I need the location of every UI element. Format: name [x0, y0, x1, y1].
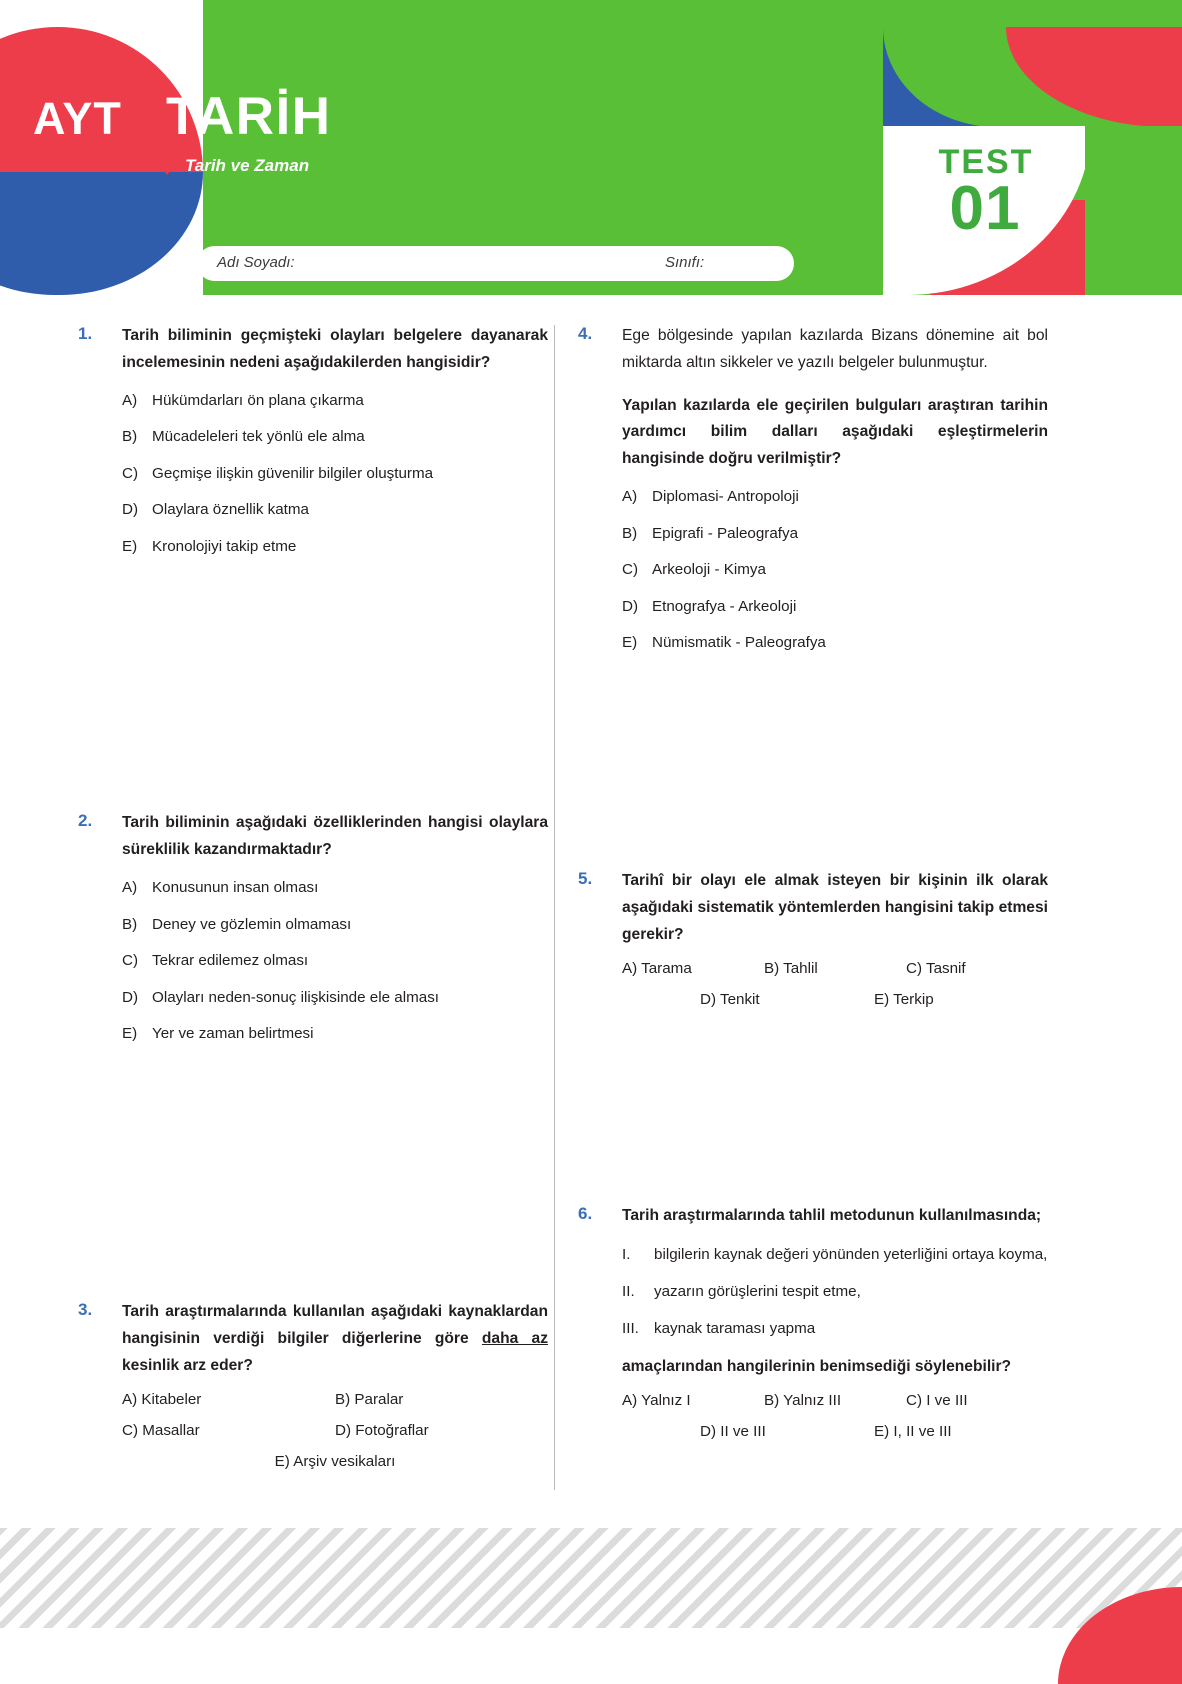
- question-4-passage: Ege bölgesinde yapılan kazılarda Bizans dönemine ait bol miktarda altın sikkeler ve yazılı belgeler bulunmuştur.: [622, 327, 1048, 371]
- option-item[interactable]: C) I ve III: [906, 1392, 968, 1410]
- question-2-body: [122, 810, 548, 1058]
- option-item[interactable]: [622, 631, 1048, 655]
- topic-label: Tarih ve Zaman: [185, 156, 310, 175]
- option-text: Geçmişe ilişkin güvenilir bilgiler oluşturma: [152, 464, 434, 482]
- option-key: E): [122, 537, 138, 555]
- option-item[interactable]: [122, 913, 548, 937]
- option-text: Tekrar edilemez olması: [152, 952, 309, 970]
- option-row: [122, 1391, 548, 1408]
- statement-text: kaynak taraması yapma: [654, 1320, 816, 1338]
- option-row: [622, 960, 1048, 977]
- question-6-statements: [622, 1242, 1048, 1342]
- option-key: E): [622, 634, 638, 652]
- option-item[interactable]: [122, 949, 548, 973]
- question-5-body: [622, 868, 1048, 1022]
- questions-area: [0, 295, 1182, 1510]
- option-item[interactable]: E) I, II ve III: [874, 1423, 952, 1441]
- right-question-column: [578, 295, 1048, 1454]
- option-item[interactable]: [122, 876, 548, 900]
- option-text: Deney ve gözlemin olmaması: [152, 915, 352, 933]
- question-3-stem-part2: kesinlik arz eder?: [122, 1356, 253, 1374]
- option-item[interactable]: [122, 425, 548, 449]
- question-3-stem-part1: Tarih araştırmalarında kullanılan aşağıdaki kaynaklardan hangisinin verdiği bilgiler diğerlerine göre: [122, 1302, 548, 1347]
- question-4-stem: Yapılan kazılarda ele geçirilen bulguları araştıran tarihin yardımcı bilim dalları aşağıdaki eşleştirmelerin hangisinde doğru verilmiştir?: [622, 396, 1048, 468]
- header-blue-wedge: [883, 27, 997, 127]
- question-6-stem: Tarih araştırmalarında tahlil metodunun kullanılmasında;: [622, 1207, 1042, 1225]
- question-3-stem-emphasis: daha az: [481, 1329, 549, 1347]
- option-text: Etnografya - Arkeoloji: [652, 597, 797, 615]
- option-text: Olayları neden-sonuç ilişkisinde ele alması: [152, 988, 440, 1006]
- statement-item: [622, 1242, 1048, 1268]
- footer-stripe-pattern: [0, 1528, 1182, 1628]
- option-item[interactable]: D) II ve III: [700, 1423, 766, 1441]
- topic-row: [166, 156, 309, 176]
- option-item[interactable]: A) Tarama: [622, 960, 692, 978]
- question-1: [78, 323, 548, 571]
- option-key: C): [122, 464, 139, 482]
- option-key: C): [622, 561, 639, 579]
- option-item[interactable]: B) Paralar: [335, 1391, 404, 1409]
- option-item[interactable]: D) Tenkit: [700, 991, 760, 1009]
- option-key: B): [122, 428, 138, 446]
- question-6-body: [622, 1203, 1048, 1454]
- question-6-stem-closing: amaçlarından hangilerinin benimsediği söylenebilir?: [622, 1357, 1012, 1375]
- question-1-body: [122, 323, 548, 571]
- question-3-body: [122, 1299, 548, 1484]
- question-5-options: [622, 960, 1048, 1008]
- option-key: D): [122, 988, 139, 1006]
- question-6-number: 6.: [578, 1204, 593, 1224]
- option-key: D): [122, 501, 139, 519]
- option-text: Yer ve zaman belirtmesi: [152, 1025, 314, 1043]
- option-item[interactable]: [122, 535, 548, 559]
- question-1-stem: Tarih biliminin geçmişteki olayları belgelere dayanarak incelemesinin nedeni aşağıdakilerden hangisidir?: [122, 327, 548, 371]
- test-word-label: TEST: [938, 143, 1034, 181]
- question-3: [78, 1299, 548, 1484]
- option-item[interactable]: A) Kitabeler: [122, 1391, 202, 1409]
- option-item[interactable]: A) Yalnız I: [622, 1392, 691, 1410]
- option-text: Hükümdarları ön plana çıkarma: [152, 391, 364, 409]
- option-key: E): [122, 1025, 138, 1043]
- question-4: [578, 323, 1048, 668]
- question-3-options: [122, 1391, 548, 1470]
- option-row: [622, 1423, 1048, 1440]
- student-info-field[interactable]: [197, 246, 794, 281]
- question-5-number: 5.: [578, 868, 593, 888]
- option-item[interactable]: [622, 485, 1048, 509]
- option-item[interactable]: E) Terkip: [874, 991, 934, 1009]
- option-text: Olaylara öznellik katma: [152, 501, 309, 519]
- question-2-stem: Tarih biliminin aşağıdaki özelliklerinden hangisi olaylara süreklilik kazandırmaktadır?: [122, 814, 548, 859]
- question-2-number: 2.: [78, 811, 93, 831]
- question-1-number: 1.: [78, 324, 93, 343]
- statement-key: I.: [622, 1246, 631, 1264]
- option-text: Konusunun insan olması: [152, 879, 319, 897]
- option-key: B): [622, 524, 638, 542]
- question-4-body: [622, 323, 1048, 668]
- option-key: B): [122, 915, 138, 933]
- option-item[interactable]: C) Masallar: [122, 1422, 200, 1440]
- option-item[interactable]: D) Fotoğraflar: [335, 1422, 429, 1440]
- subject-title: TARİH: [166, 87, 332, 146]
- option-text: Arkeoloji - Kimya: [652, 561, 766, 579]
- question-6: [578, 1203, 1048, 1454]
- statement-key: III.: [622, 1320, 639, 1338]
- triangle-bullet-icon: [166, 157, 177, 175]
- page-header: [0, 0, 1182, 295]
- option-text: Kronolojiyi takip etme: [152, 537, 297, 555]
- option-item[interactable]: [122, 1022, 548, 1046]
- option-row: [622, 1392, 1048, 1409]
- option-text: Mücadeleleri tek yönlü ele alma: [152, 428, 365, 446]
- option-item[interactable]: B) Tahlil: [764, 960, 818, 978]
- question-3-number: 3.: [78, 1299, 93, 1319]
- name-field-label: Adı Soyadı:: [217, 254, 295, 271]
- option-item[interactable]: [622, 558, 1048, 582]
- option-item[interactable]: [122, 389, 548, 413]
- option-item[interactable]: C) Tasnif: [906, 960, 966, 978]
- option-key: D): [622, 597, 639, 615]
- option-key: A): [122, 879, 138, 897]
- statement-item: [622, 1279, 1048, 1305]
- question-6-options: [622, 1392, 1048, 1440]
- question-3-stem: [122, 1299, 548, 1379]
- page-footer: [0, 1510, 1182, 1684]
- option-text: Epigrafi - Paleografya: [652, 524, 799, 542]
- option-key: A): [122, 391, 138, 409]
- question-4-number: 4.: [578, 324, 593, 343]
- option-text: Diplomasi- Antropoloji: [652, 488, 799, 506]
- test-number-label: 01: [949, 174, 1021, 243]
- column-divider: [554, 325, 555, 1490]
- option-item[interactable]: [622, 522, 1048, 546]
- statement-item: [622, 1316, 1048, 1342]
- header-green-corner: [1085, 126, 1182, 295]
- question-4-options: [622, 485, 1048, 655]
- statement-key: II.: [622, 1283, 635, 1301]
- left-question-column: [78, 295, 548, 1484]
- option-row: [122, 1422, 548, 1439]
- statement-text: bilgilerin kaynak değeri yönünden yeterliğini ortaya koyma,: [654, 1246, 1048, 1264]
- option-text: Nümismatik - Paleografya: [652, 634, 826, 652]
- option-item[interactable]: [122, 462, 548, 486]
- option-item[interactable]: E) Arşiv vesikaları: [274, 1453, 396, 1471]
- question-5: [578, 868, 1048, 1022]
- exam-badge: AYT: [33, 93, 122, 144]
- option-row: [622, 991, 1048, 1008]
- option-item[interactable]: [622, 595, 1048, 619]
- option-row: [122, 1453, 548, 1470]
- option-item[interactable]: B) Yalnız III: [764, 1392, 842, 1410]
- option-item[interactable]: [122, 986, 548, 1010]
- question-1-options: [122, 389, 548, 559]
- option-item[interactable]: [122, 498, 548, 522]
- question-5-stem: Tarihî bir olayı ele almak isteyen bir kişinin ilk olarak aşağıdaki sistematik yöntemlerden hangisini takip etmesi gerekir?: [622, 871, 1048, 943]
- option-key: A): [622, 488, 638, 506]
- class-field-label: Sınıfı:: [665, 254, 705, 271]
- question-2-options: [122, 876, 548, 1046]
- option-key: C): [122, 952, 139, 970]
- statement-text: yazarın görüşlerini tespit etme,: [654, 1283, 861, 1301]
- question-2: [78, 810, 548, 1058]
